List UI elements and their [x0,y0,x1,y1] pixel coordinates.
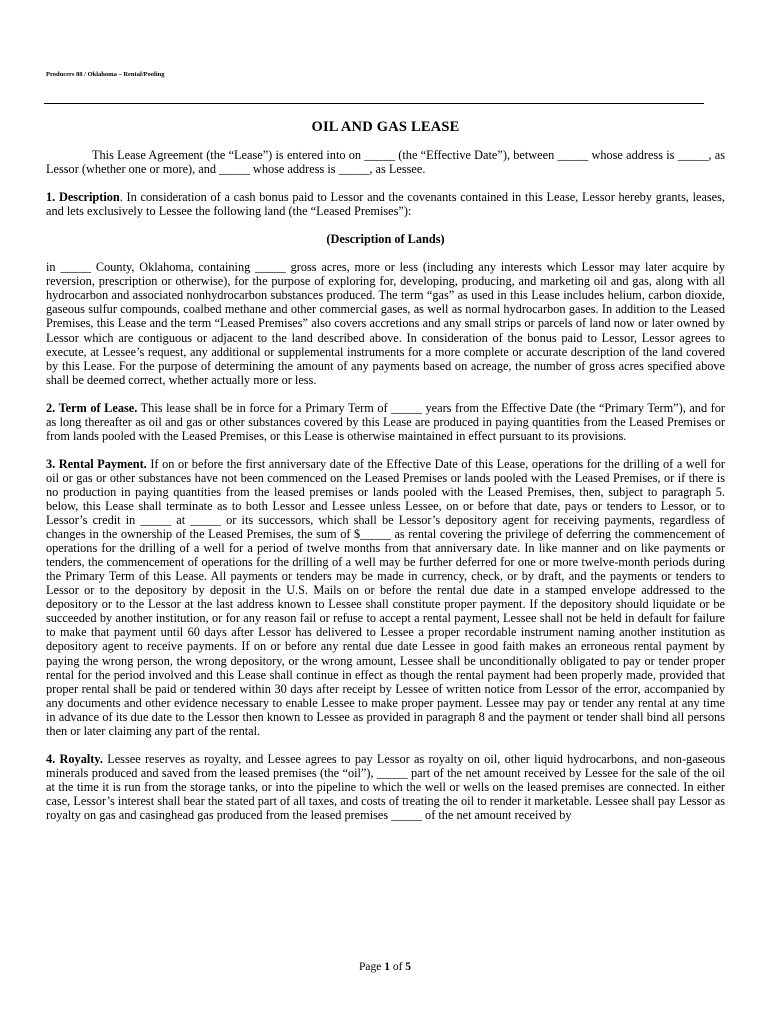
lands-paragraph: in _____ County, Oklahoma, containing _____ gross acres, more or less (including any interests which Lessor may later acquire by reversion, prescription or otherwise), for the purpose of exploring for, developing, producing, and marketing oil and gas, along with all hydrocarbon and associated nonhydrocarbon substances produced. The term “gas” as used in this Lease includes helium, carbon dioxide, gaseous sulfur compounds, coalbed methane and other commercial gases, as well as normal hydrocarbon gases. In addition to the Leased Premises, this Lease and the term “Leased Premises” also covers accretions and any small strips or parcels of land now or later owned by Lessor which are contiguous or adjacent to the land described above. In consideration of the bonus paid to Lessor, Lessor agrees to execute, at Lessee’s request, any additional or supplemental instruments for a more complete or accurate description of the land covered by this Lease. For the purpose of determining the amount of any payments based on acreage, the number of gross acres specified above shall be deemed correct, whether actually more or less. [46,260,725,387]
section-heading: 2. Term of Lease. [46,400,138,415]
section-heading: 3. Rental Payment. [46,456,147,471]
page-label: Page [358,961,382,973]
page-of-label: of [392,961,403,973]
section-term-of-lease [46,401,725,443]
section-royalty [46,752,725,822]
header-divider [44,103,704,104]
section-text: If on or before the first anniversary date of the Effective Date of this Lease, operations for the drilling of a well for oil or gas or other substances have not been commenced on the Leased Premises or lands pooled with the Leased Premises, or if there is no production in paying quantities from the leased premises or lands pooled with the Leased Premises, then, subject to paragraph 5. below, this Lease shall terminate as to both Lessor and Lessee unless Lessee, on or before that date, pays or tenders to Lessor, or to Lessor’s credit in _____ at _____ or its successors, which shall be Lessor’s depository agent for receiving payments, regardless of changes in the ownership of the Leased Premises, the sum of $_____ as rental covering the privilege of deferring the commencement of operations for the drilling of a well for a period of twelve months from that anniversary date. In like manner and on like payments or tenders, the commencement of operations for the drilling of a well may be further deferred for one or more twelve-month periods during the Primary Term of this Lease. All payments or tenders may be made in currency, check, or by draft, and the payments or tenders to Lessor or to the depository by deposit in the U.S. Mails on or before the rental due date in a stamped envelope addressed to the depository or to the Lessor at the last address known to Lessee shall constitute proper payment. If the depository should liquidate or be succeeded by another institution, or for any reason fail or refuse to accept a rental payment, Lessee shall not be held in default for failure to make that payment until 60 days after Lessor has delivered to Lessee a proper recordable instrument naming another institution as depository agent to receive payments. If on or before any rental due date Lessee in good faith makes an erroneous rental payment by paying the wrong person, the wrong depository, or the wrong amount, Lessee shall be unconditionally obligated to pay or tender proper rental for the period involved and this Lease shall continue in effect as though the rental payment had been properly made, provided that proper rental shall be paid or tendered within 30 days after receipt by Lessee of written notice from Lessor of the error, accompanied by any documents and other evidence necessary to enable Lessee to make proper payment. Lessee may pay or tender any rental at any time in advance of its due date to the Lessor then known to Lessee as provided in paragraph 8 and the payment or tender shall bind all persons then or later claiming any part of the rental. [46,456,725,738]
section-heading: 4. Royalty. [46,751,103,766]
document-body [46,120,725,836]
section-description [46,190,725,218]
section-text: Lessee reserves as royalty, and Lessee agrees to pay Lessor as royalty on oil, other liquid hydrocarbons, and non-gaseous minerals produced and saved from the leased premises (the “oil”), _____ part of the net amount received by Lessee for the sale of the oil at the time it is run from the storage tanks, or into the pipeline to which the well or wells on the leased premises are connected. In either case, Lessor’s interest shall bear the stated part of all taxes, and costs of treating the oil to render it marketable. Lessee shall pay Lessor as royalty on gas and casinghead gas produced from the leased premises _____ of the net amount received by [46,751,725,822]
section-rental-payment [46,457,725,738]
lands-heading: (Description of Lands) [326,232,445,247]
page-number: 1 [384,961,390,973]
document-title: OIL AND GAS LEASE [311,119,460,135]
intro-paragraph: This Lease Agreement (the “Lease”) is entered into on _____ (the “Effective Date”), between _____ whose address is _____, as Lessor (whether one or more), and _____ whose address is _____, as Lessee. [46,148,725,177]
page-total: 5 [405,961,412,973]
section-heading: 1. Description [46,190,120,205]
section-text: . In consideration of a cash bonus paid to Lessor and the covenants contained in this Lease, Lessor hereby grants, leases, and lets exclusively to Lessee the following land (the “Leased Premises”): [46,190,725,219]
section-text: This lease shall be in force for a Primary Term of _____ years from the Effective Date (the “Primary Term”), and for as long thereafter as oil and gas or other substances covered by this Lease are produced in paying quantities from the Leased Premises or from lands pooled with the Leased Premises, or this Lease is otherwise maintained in effect pursuant to its provisions. [46,400,725,443]
form-identifier: Producers 88 / Oklahoma – Rental/Pooling [46,71,165,78]
page-footer [0,961,770,973]
